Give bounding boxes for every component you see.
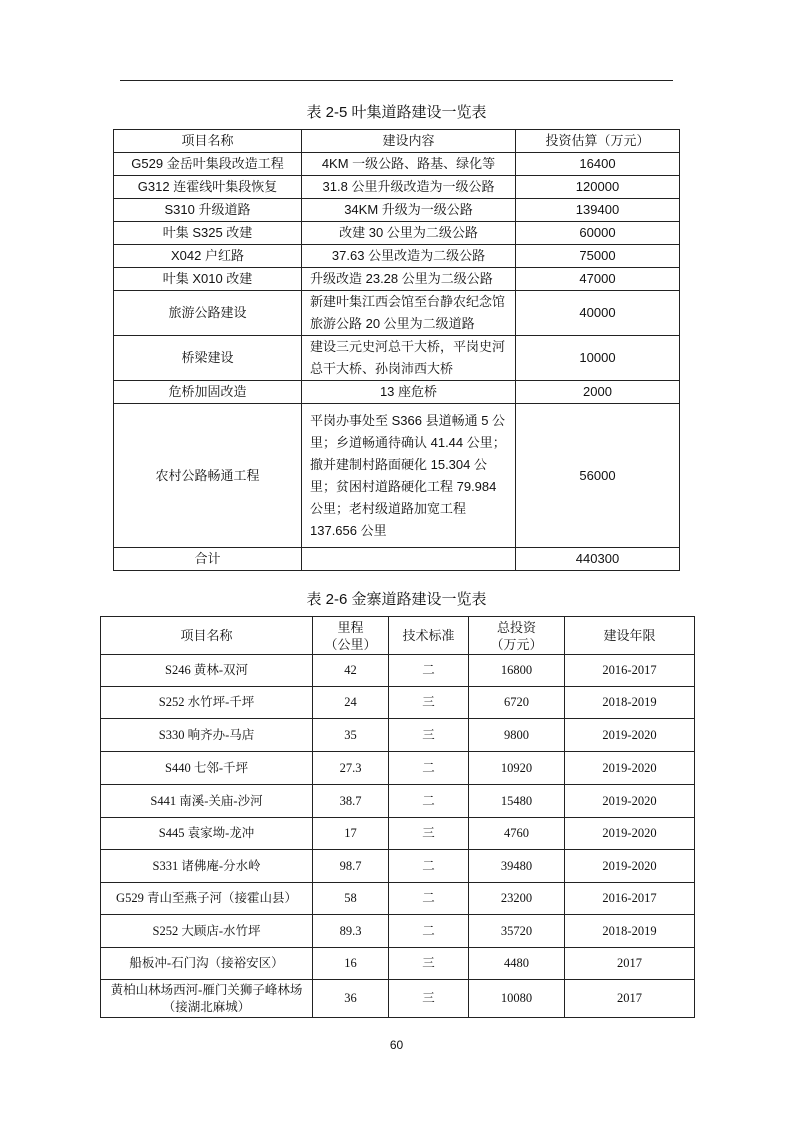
table2-row xyxy=(101,915,695,948)
table1-cell-name: 叶集 X010 改建 xyxy=(114,268,302,291)
table2-cell-standard: 二 xyxy=(389,785,469,818)
table1-cell-invest: 75000 xyxy=(516,245,680,268)
table2-header-invest-line: 总投资 xyxy=(496,619,536,635)
table1-row xyxy=(114,291,680,336)
table2-row xyxy=(101,655,695,687)
table2-cell-standard: 三 xyxy=(389,948,469,980)
table1-cell-name: G529 金岳叶集段改造工程 xyxy=(114,153,302,176)
table2-cell-name: S252 水竹坪-千坪 xyxy=(101,687,313,719)
table2-cell-name: S330 响齐办-马店 xyxy=(101,719,313,752)
table2-header-standard: 技术标准 xyxy=(389,617,469,655)
table2-row xyxy=(101,719,695,752)
table2-cell-length: 16 xyxy=(313,948,389,980)
table2-cell-invest: 6720 xyxy=(469,687,565,719)
table1-cell-name: 旅游公路建设 xyxy=(114,291,302,336)
table2-cell-standard: 二 xyxy=(389,915,469,948)
table1-cell-invest: 16400 xyxy=(516,153,680,176)
table1-header-cell: 投资估算（万元） xyxy=(516,130,680,153)
table1-cell-invest: 47000 xyxy=(516,268,680,291)
table2-cell-years: 2016-2017 xyxy=(565,655,695,687)
table1-row xyxy=(114,245,680,268)
table1-caption: 表 2-5 叶集道路建设一览表 xyxy=(306,104,487,121)
table1-cell-invest: 2000 xyxy=(516,381,680,404)
table2-cell-invest: 35720 xyxy=(469,915,565,948)
table1-header-row xyxy=(114,130,680,153)
table2-cell-years: 2019-2020 xyxy=(565,785,695,818)
table2-cell-length: 98.7 xyxy=(313,850,389,883)
table2-cell-length: 58 xyxy=(313,883,389,915)
table2-cell-standard: 三 xyxy=(389,818,469,850)
table2-jin-zhai-roads xyxy=(100,616,695,1018)
table2-cell-name: S445 袁家坳-龙冲 xyxy=(101,818,313,850)
table1-cell-invest: 40000 xyxy=(516,291,680,336)
table2-row xyxy=(101,785,695,818)
table2-cell-length: 38.7 xyxy=(313,785,389,818)
table2-cell-standard: 三 xyxy=(389,719,469,752)
table2-cell-invest: 16800 xyxy=(469,655,565,687)
table1-cell-name: X042 户红路 xyxy=(114,245,302,268)
table2-cell-years: 2018-2019 xyxy=(565,687,695,719)
table2-cell-invest: 9800 xyxy=(469,719,565,752)
table1-ye-ji-roads xyxy=(113,129,680,571)
table2-cell-invest: 10920 xyxy=(469,752,565,785)
table2-cell-name: 船板冲-石门沟（接裕安区） xyxy=(101,948,313,980)
table2-cell-length: 27.3 xyxy=(313,752,389,785)
table2-row xyxy=(101,818,695,850)
table1-cell-content: 新建叶集江西会馆至台静农纪念馆旅游公路 20 公里为二级道路 xyxy=(302,291,516,336)
table1-cell-name: 桥梁建设 xyxy=(114,336,302,381)
table2-cell-length: 17 xyxy=(313,818,389,850)
table2-row xyxy=(101,948,695,980)
table2-header-length-line: （公里） xyxy=(324,636,377,652)
table1-body xyxy=(114,130,680,571)
table2-cell-invest: 4480 xyxy=(469,948,565,980)
table2-cell-standard: 二 xyxy=(389,883,469,915)
table1-cell-invest: 139400 xyxy=(516,199,680,222)
table1-cell-content xyxy=(302,548,516,571)
table1-header-cell: 建设内容 xyxy=(302,130,516,153)
table1-row xyxy=(114,548,680,571)
table1-cell-name: 合计 xyxy=(114,548,302,571)
table2-cell-length: 24 xyxy=(313,687,389,719)
table1-cell-content: 改建 30 公里为二级公路 xyxy=(302,222,516,245)
table1-cell-content: 建设三元史河总干大桥，平岗史河总干大桥、孙岗沛西大桥 xyxy=(302,336,516,381)
table1-cell-invest: 60000 xyxy=(516,222,680,245)
table1-cell-content: 4KM 一级公路、路基、绿化等 xyxy=(302,153,516,176)
table2-cell-years: 2019-2020 xyxy=(565,752,695,785)
table2-cell-length: 36 xyxy=(313,980,389,1018)
table1-cell-invest: 120000 xyxy=(516,176,680,199)
table2-cell-name: 黄柏山林场西河-雁门关狮子峰林场（接湖北麻城） xyxy=(101,980,313,1018)
table2-header-invest xyxy=(469,617,565,655)
table2-cell-invest: 4760 xyxy=(469,818,565,850)
table1-row xyxy=(114,222,680,245)
table1-cell-name: 农村公路畅通工程 xyxy=(114,404,302,548)
table2-header-length-line: 里程 xyxy=(337,619,364,635)
table1-cell-invest: 10000 xyxy=(516,336,680,381)
table1-row xyxy=(114,199,680,222)
table2-cell-standard: 二 xyxy=(389,655,469,687)
table2-cell-name: S246 黄林-双河 xyxy=(101,655,313,687)
table1-cell-content: 37.63 公里改造为二级公路 xyxy=(302,245,516,268)
table2-header-years: 建设年限 xyxy=(565,617,695,655)
table1-row xyxy=(114,404,680,548)
table2-cell-length: 42 xyxy=(313,655,389,687)
table2-header-invest-line: （万元） xyxy=(490,636,543,652)
table2-cell-invest: 23200 xyxy=(469,883,565,915)
table2-cell-standard: 二 xyxy=(389,850,469,883)
table2-cell-years: 2016-2017 xyxy=(565,883,695,915)
page-number: 60 xyxy=(389,1038,404,1052)
table2-cell-length: 35 xyxy=(313,719,389,752)
table1-cell-name: 危桥加固改造 xyxy=(114,381,302,404)
table2-header-name: 项目名称 xyxy=(101,617,313,655)
table2-header-row xyxy=(101,617,695,655)
header-rule xyxy=(120,80,673,81)
table2-cell-invest: 15480 xyxy=(469,785,565,818)
table2-body xyxy=(101,617,695,1018)
table1-row xyxy=(114,336,680,381)
table1-row xyxy=(114,381,680,404)
table2-cell-invest: 39480 xyxy=(469,850,565,883)
table2-caption: 表 2-6 金寨道路建设一览表 xyxy=(306,591,487,608)
table2-cell-standard: 二 xyxy=(389,752,469,785)
table2-cell-years: 2019-2020 xyxy=(565,818,695,850)
table1-cell-name: S310 升级道路 xyxy=(114,199,302,222)
table2-row xyxy=(101,883,695,915)
table1-header-cell: 项目名称 xyxy=(114,130,302,153)
table2-cell-standard: 三 xyxy=(389,687,469,719)
table2-cell-name: S331 诸佛庵-分水岭 xyxy=(101,850,313,883)
table2-row xyxy=(101,980,695,1018)
table1-cell-name: 叶集 S325 改建 xyxy=(114,222,302,245)
table2-row xyxy=(101,850,695,883)
table1-row xyxy=(114,176,680,199)
table2-cell-standard: 三 xyxy=(389,980,469,1018)
table2-cell-name: S252 大顾店-水竹坪 xyxy=(101,915,313,948)
table1-cell-content: 13 座危桥 xyxy=(302,381,516,404)
table2-cell-invest: 10080 xyxy=(469,980,565,1018)
table2-row xyxy=(101,687,695,719)
table1-cell-content: 平岗办事处至 S366 县道畅通 5 公里；乡道畅通待确认 41.44 公里；撤并建制村路面硬化 15.304 公里；贫困村道路硬化工程 79.984 公里；老村级道路加宽工程 137.656 公里 xyxy=(302,404,516,548)
table1-cell-content: 31.8 公里升级改造为一级公路 xyxy=(302,176,516,199)
table1-cell-invest: 56000 xyxy=(516,404,680,548)
table2-cell-years: 2018-2019 xyxy=(565,915,695,948)
table1-row xyxy=(114,268,680,291)
table2-cell-years: 2017 xyxy=(565,980,695,1018)
table1-row xyxy=(114,153,680,176)
table2-cell-name: S441 南溪-关庙-沙河 xyxy=(101,785,313,818)
table2-cell-name: G529 青山至燕子河（接霍山县） xyxy=(101,883,313,915)
table2-cell-years: 2019-2020 xyxy=(565,850,695,883)
table1-cell-content: 34KM 升级为一级公路 xyxy=(302,199,516,222)
table2-cell-length: 89.3 xyxy=(313,915,389,948)
table2-cell-name: S440 七邻-千坪 xyxy=(101,752,313,785)
table1-cell-content: 升级改造 23.28 公里为二级公路 xyxy=(302,268,516,291)
table2-row xyxy=(101,752,695,785)
table1-cell-name: G312 连霍线叶集段恢复 xyxy=(114,176,302,199)
table1-cell-invest: 440300 xyxy=(516,548,680,571)
table2-cell-years: 2017 xyxy=(565,948,695,980)
table2-cell-years: 2019-2020 xyxy=(565,719,695,752)
table2-header-length xyxy=(313,617,389,655)
